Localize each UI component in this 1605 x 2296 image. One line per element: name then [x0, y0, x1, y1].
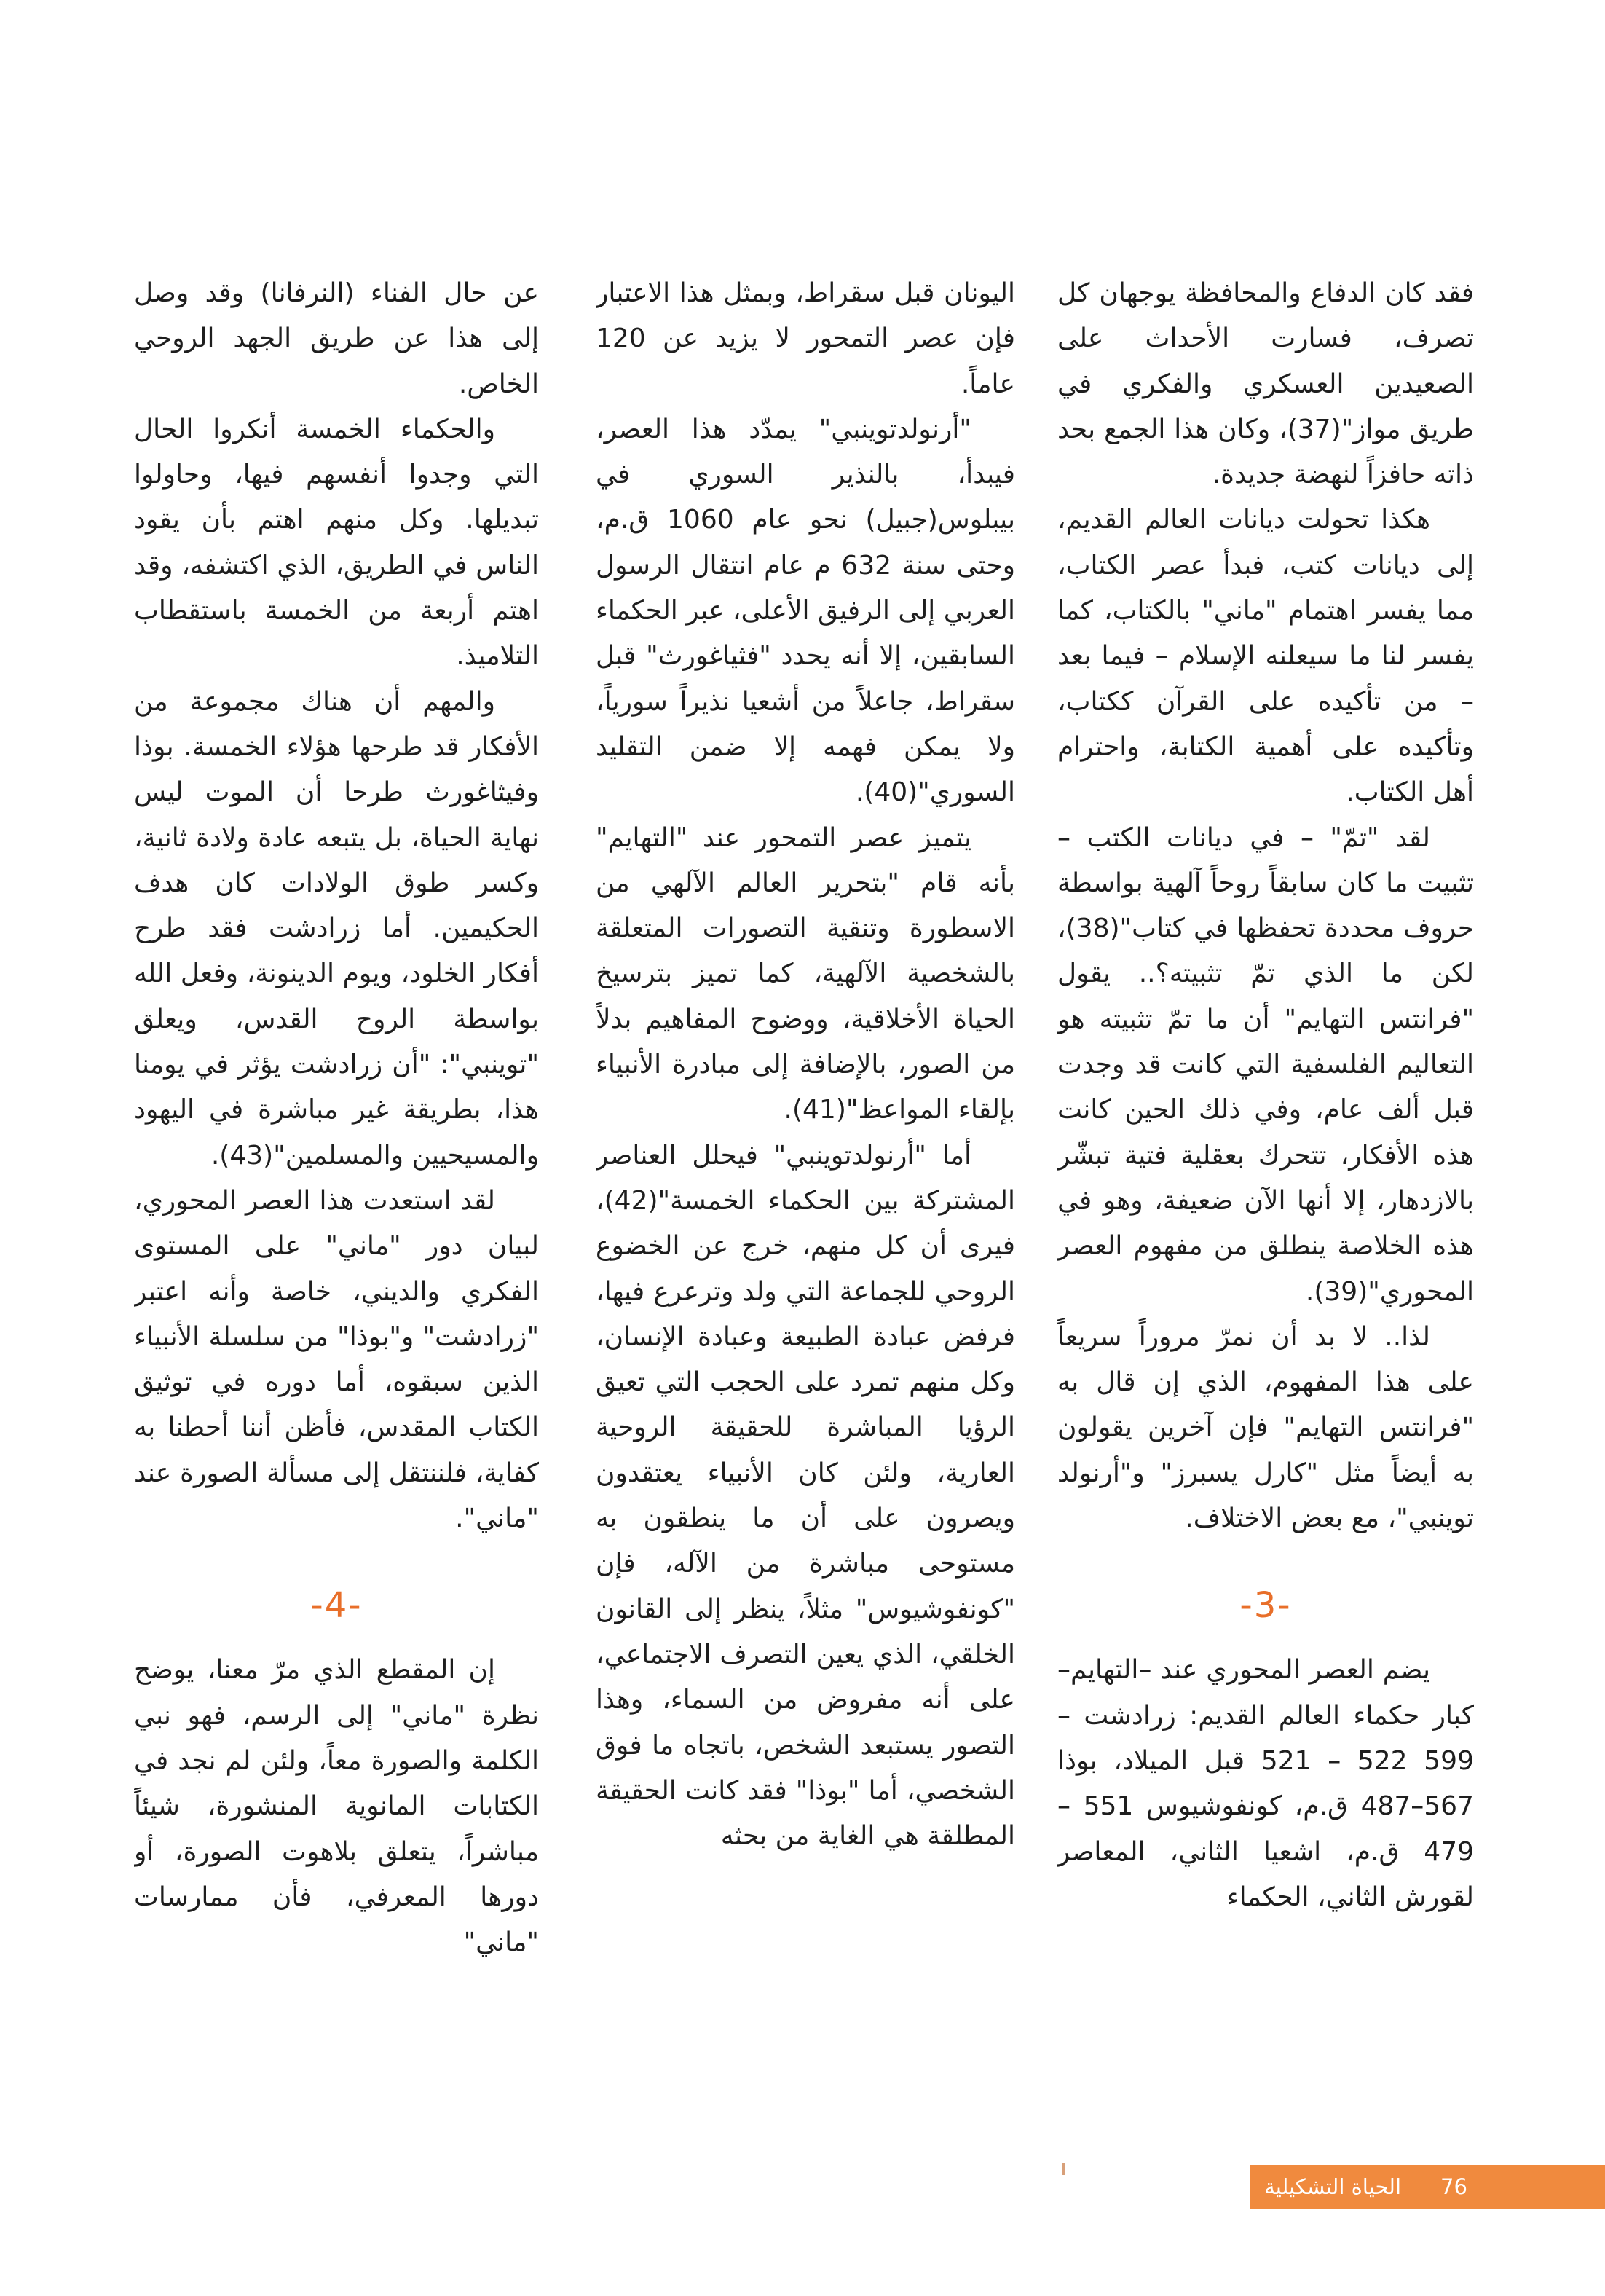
paragraph: اليونان قبل سقراط، وبمثل هذا الاعتبار فإن عصر التمحور لا يزيد عن 120 عاماً.: [596, 278, 1015, 399]
paragraph: لقد "تمّ" – في ديانات الكتب – تثبيت ما كان سابقاً روحاً آلهية بواسطة حروف محددة تحفظها في كتاب"(38)، لكن ما الذي تمّ تثبيته؟.. يقول "فرانتس التهايم" أن ما تمّ تثبيته هو التعاليم الفلسفية التي كانت قد وجدت قبل ألف عام، وفي ذلك الحين كانت هذه الأفكار، تتحرك بعقلية فتية تبشّر بالازدهار، إلا أنها الآن ضعيفة، وهو في هذه الخلاصة ينطلق من مفهوم العصر المحوري"(39).: [1057, 822, 1474, 1307]
paragraph: هكذا تحولت ديانات العالم القديم، إلى ديانات كتب، فبدأ عصر الكتاب، مما يفسر اهتمام "ماني" بالكتاب، كما يفسر لنا ما سيعلنه الإسلام – فيما بعد – من تأكيده على القرآن ككتاب، وتأكيده على أهمية الكتابة، واحترام أهل الكتاب.: [1057, 505, 1474, 808]
paragraph: "أرنولدتوينبي" يمدّد هذا العصر، فيبدأ، بالنذير السوري في بيبلوس(جبيل) نحو عام 1060 ق.م، وحتى سنة 632 م عام انتقال الرسول العربي إلى الرفيق الأعلى، عبر الحكماء السابقين، إلا أنه يحدد "فثياغورث" قبل سقراط، جاعلاً من أشعيا نذيراً سورياً، ولا يمكن فهمه إلا ضمن التقليد السوري"(40).: [596, 414, 1015, 808]
paragraph: والمهم أن هناك مجموعة من الأفكار قد طرحها هؤلاء الخمسة. بوذا وفيثاغورث طرحا أن الموت ليس نهاية الحياة، بل يتبعه عادة ولادة ثانية، وكسر طوق الولادات كان هدف الحكيمين. أما زرادشت فقد طرح أفكار الخلود، ويوم الدينونة، وفعل الله بواسطة الروح القدس، ويعلق "توينبي": "أن زرادشت يؤثر في يومنا هذا، بطريقة غير مباشرة في اليهود والمسيحيين والمسلمين"(43).: [134, 686, 539, 1171]
text-column-middle: [596, 271, 1015, 2209]
paragraph: لذا.. لا بد أن نمرّ مروراً سريعاً على هذا المفهوم، الذي إن قال به "فرانتس التهايم" فإن آخرين يقولون به أيضاً مثل "كارل يسبرز" و"أرنولد توينبي"، مع بعض الاختلاف.: [1057, 1321, 1474, 1534]
paragraph: لقد استعدت هذا العصر المحوري، لبيان دور "ماني" على المستوى الفكري والديني، خاصة وأنه اعتبر "زرادشت" و"بوذا" من سلسلة الأنبياء الذين سبقوه، أما دوره في توثيق الكتاب المقدس، فأظن أننا أحطنا به كفاية، فلننتقل إلى مسألة الصورة عند "ماني".: [134, 1185, 539, 1534]
print-mark: [1062, 2163, 1065, 2175]
paragraph: يضم العصر المحوري عند –التهايم– كبار حكماء العالم القديم: زرادشت –599 522 – 521 قبل الميلاد، بوذا 567–487 ق.م، كونفوشيوس 551 – 479 ق.م، اشعيا الثاني، المعاصر لقورش الثاني، الحكماء: [1057, 1655, 1474, 1912]
section-number-4: -4-: [310, 1585, 363, 1627]
paragraph: فقد كان الدفاع والمحافظة يوجهان كل تصرف، فسارت الأحداث على الصعيدين العسكري والفكري في طريق مواز"(37)، وكان هذا الجمع بحد ذاته حافزاً لنهضة جديدة.: [1057, 278, 1474, 490]
page-number: 76: [1440, 2174, 1467, 2199]
paragraph: عن حال الفناء (النرفانا) وقد وصل إلى هذا عن طريق الجهد الروحي الخاص.: [134, 278, 539, 399]
footer-bar: [1250, 2165, 1605, 2209]
text-column-left: [134, 271, 539, 2209]
paragraph: يتميز عصر التمحور عند "التهايم" بأنه قام "بتحرير العالم الآلهي من الاسطورة وتنقية التصورات المتعلقة بالشخصية الآلهية، كما تميز بترسيخ الحياة الأخلاقية، ووضوح المفاهيم بدلاً من الصور، بالإضافة إلى مبادرة الأنبياء بإلقاء المواعظ"(41).: [596, 822, 1015, 1125]
paragraph: إن المقطع الذي مرّ معنا، يوضح نظرة "ماني" إلى الرسم، فهو نبي الكلمة والصورة معاً، ولئن لم نجد في الكتابات المانوية المنشورة، شيئاً مباشراً، يتعلق بلاهوت الصورة، أو دورها المعرفي، فأن ممارسات "ماني": [134, 1655, 539, 1958]
paragraph: أما "أرنولدتوينبي" فيحلل العناصر المشتركة بين الحكماء الخمسة"(42)، فيرى أن كل منهم، خرج عن الخضوع الروحي للجماعة التي ولد وترعرع فيها، فرفض عبادة الطبيعة وعبادة الإنسان، وكل منهم تمرد على الحجب التي تعيق الرؤيا المباشرة للحقيقة الروحية العارية، ولئن كان الأنبياء يعتقدون ويصرون على أن ما ينطقون به مستوحى مباشرة من الآله، فإن "كونفوشيوس" مثلاً، ينظر إلى القانون الخلقي، الذي يعين التصرف الاجتماعي، على أنه مفروض من السماء، وهذا التصور يستبعد الشخص، باتجاه ما فوق الشخصي، أما "بوذا" فقد كانت الحقيقة المطلقة هي الغاية من بحثه: [596, 1140, 1015, 1852]
magazine-title: الحياة التشكيلية: [1264, 2174, 1401, 2199]
text-column-right: [1057, 271, 1474, 2209]
paragraph: والحكماء الخمسة أنكروا الحال التي وجدوا أنفسهم فيها، وحاولوا تبديلها. وكل منهم اهتم بأن يقود الناس في الطريق، الذي اكتشفه، وقد اهتم أربعة من الخمسة باستقطاب التلاميذ.: [134, 414, 539, 672]
section-number-3: -3-: [1239, 1585, 1292, 1627]
